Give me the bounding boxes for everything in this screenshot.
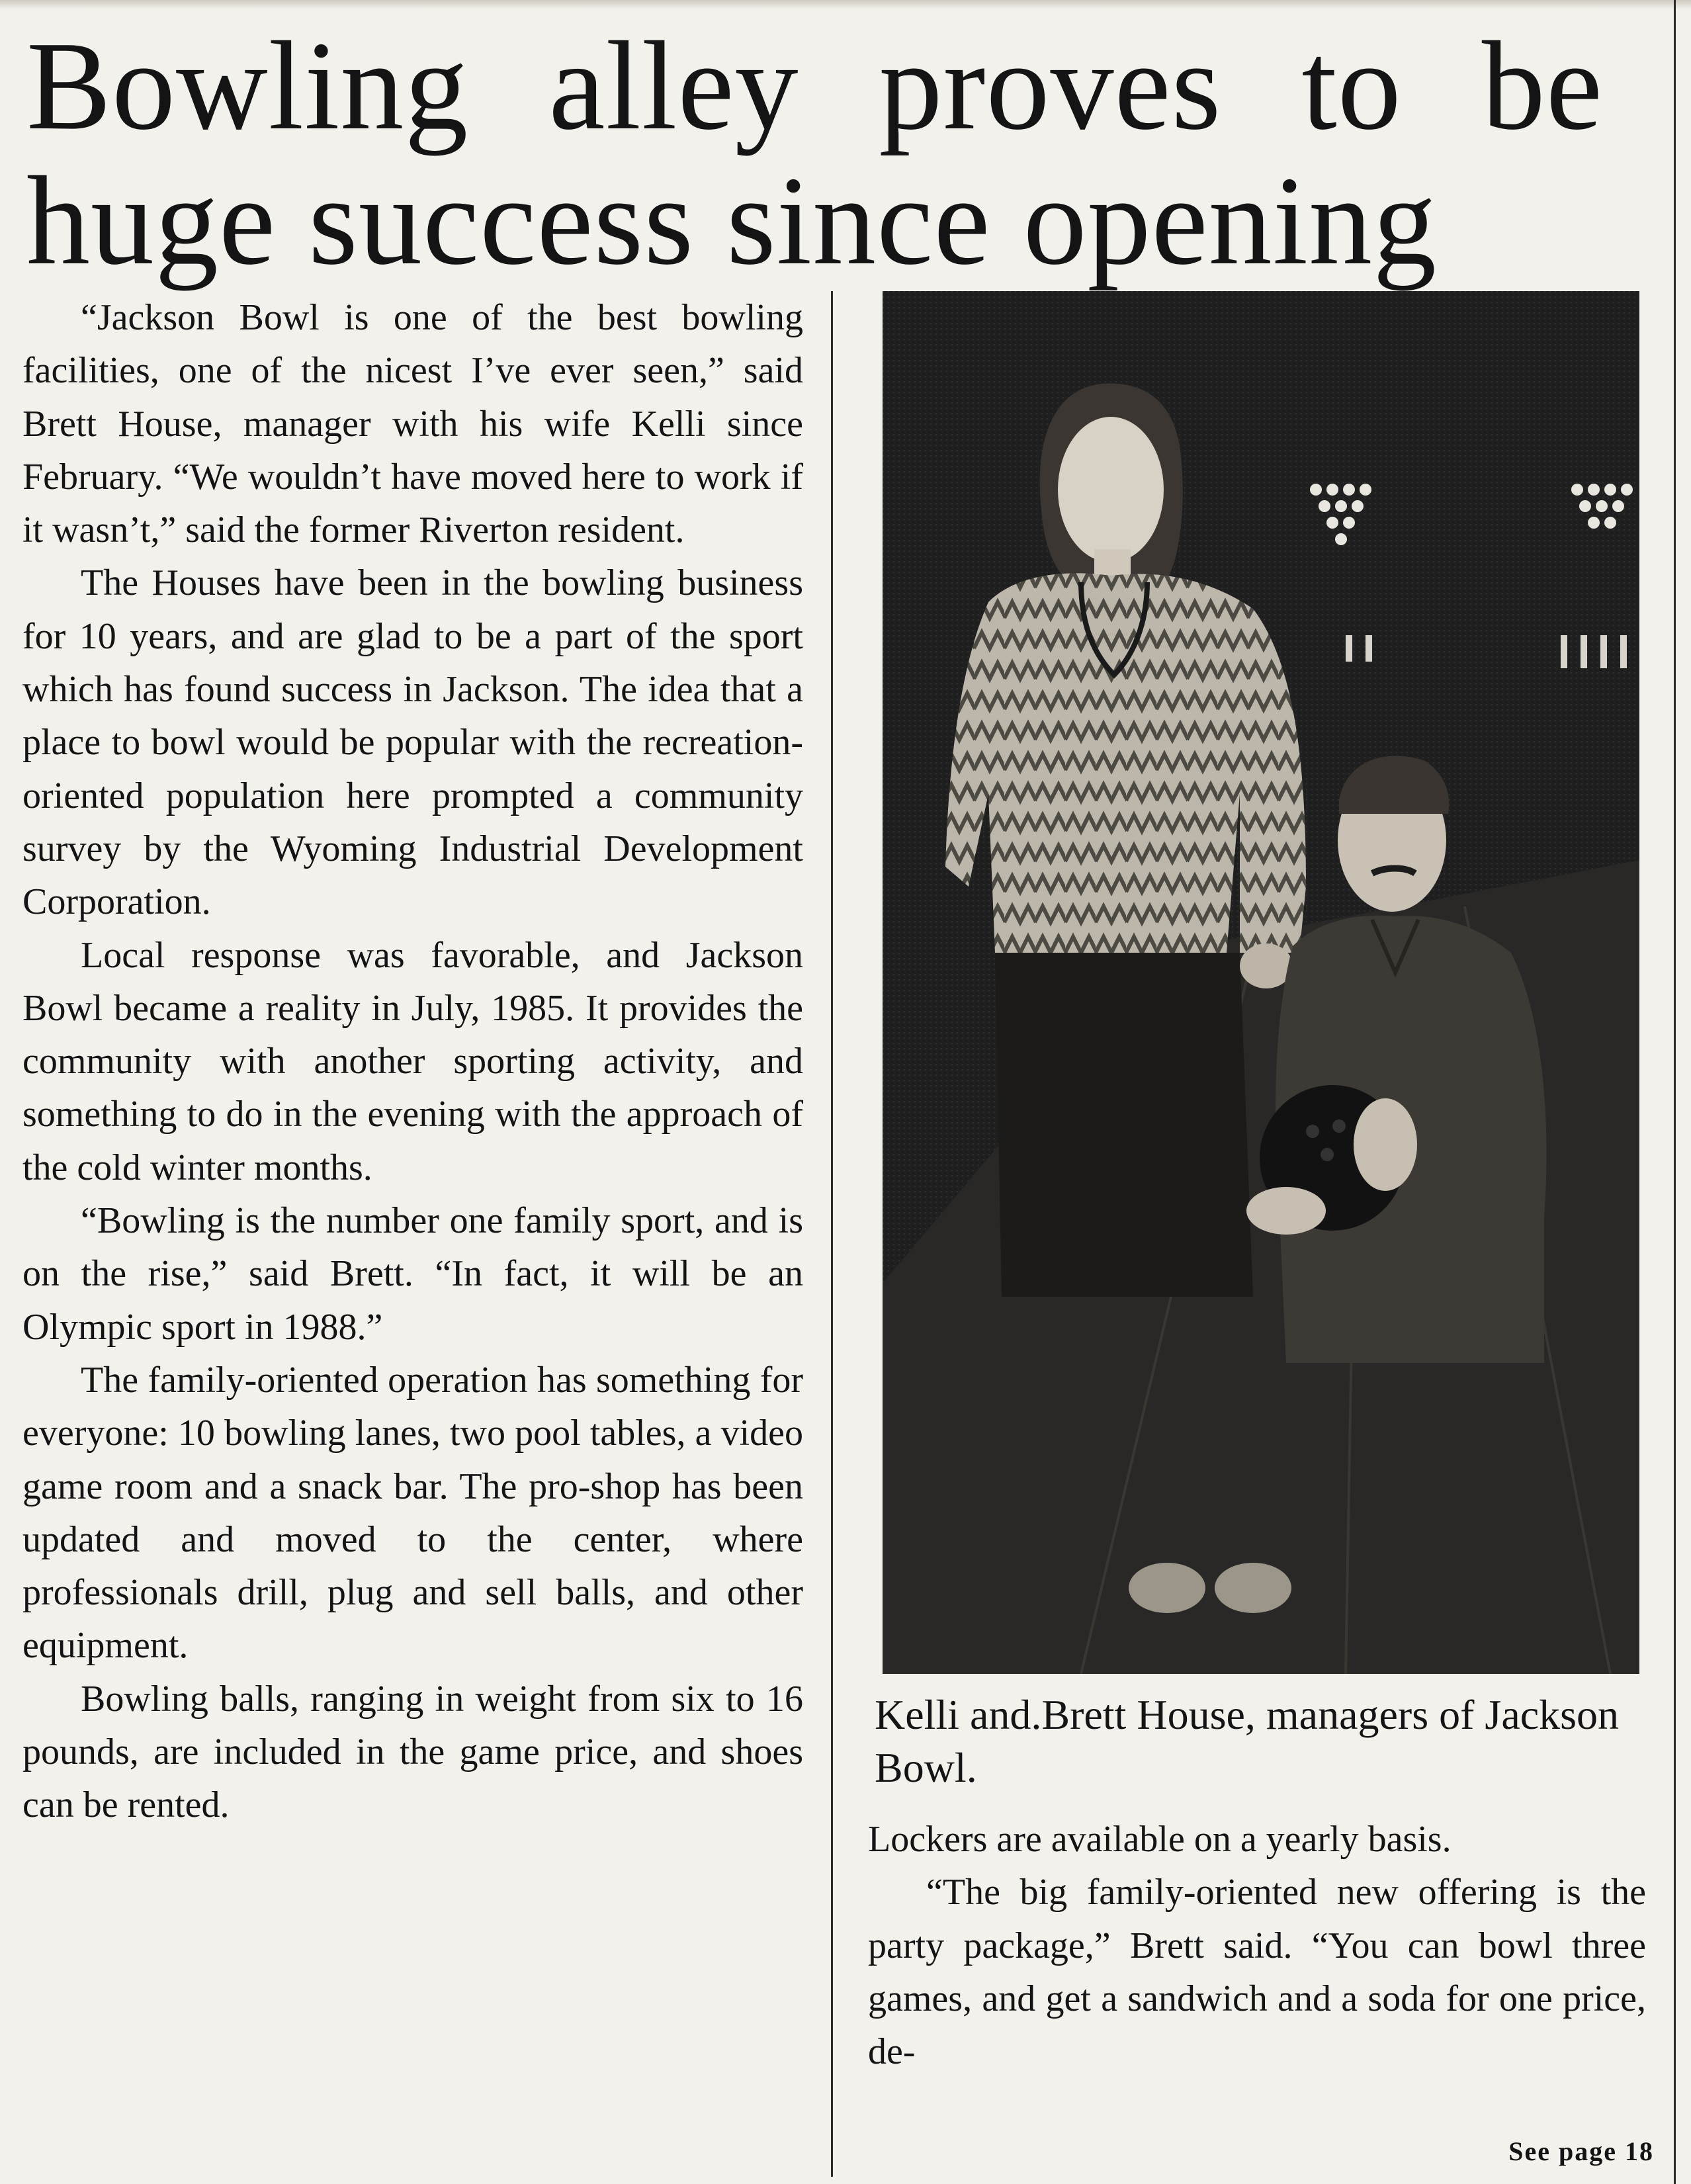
paragraph: “Bowling is the number one family sport, and is on the rise,” said Brett. “In fact, it will be an Olympic sport in 1988.” [22, 1200, 803, 1348]
paragraph: Lockers are available on a yearly basis. [868, 1819, 1452, 1860]
page-border [1674, 0, 1676, 2184]
previous-article-edge [0, 0, 1691, 9]
paragraph: The family-oriented operation has something for everyone: 10 bowling lanes, two pool tables, a video game room and a snack bar. The pro-shop has been updated and moved to the center, where professionals drill, plug and sell balls, and other equipment. [22, 1359, 803, 1667]
paragraph: Bowling balls, ranging in weight from six to 16 pounds, are included in the game price, and shoes can be rented. [22, 1678, 803, 1826]
jump-line: See page 18 [1508, 2136, 1654, 2166]
headline [26, 15, 1661, 291]
paragraph: “Jackson Bowl is one of the best bowling facilities, one of the nicest I’ve ever seen,” said Brett House, manager with his wife Kelli since February. “We wouldn’t have moved here to work if it wasn’t,” said the former Riverton resident. [22, 297, 803, 551]
article-right-column [868, 1813, 1646, 2078]
article-left-column [22, 291, 803, 1832]
photo-caption: Kelli and.Brett House, managers of Jackson Bowl. [875, 1691, 1620, 1791]
paragraph: “The big family-oriented new offering is the party package,” Brett said. “You can bowl three games, and get a sandwich and a soda for one price, de- [868, 1872, 1646, 2073]
photo-illustration [883, 291, 1639, 1674]
paragraph: Local response was favorable, and Jackson Bowl became a reality in July, 1985. It provides the community with another sporting activity, and something to do in the evening with the approach of the cold winter months. [22, 934, 803, 1188]
column-divider [831, 291, 833, 2177]
headline-line-2: huge success since opening [26, 150, 1438, 291]
paragraph: The Houses have been in the bowling business for 10 years, and are glad to be a part of the sport which has found success in Jackson. The idea that a place to bowl would be popular with the recreation-oriented population here prompted a community survey by the Wyoming Industrial Development Corporation. [22, 562, 803, 923]
headline-line-1: Bowling alley proves to be [26, 15, 1603, 156]
managers-photo [883, 291, 1639, 1674]
